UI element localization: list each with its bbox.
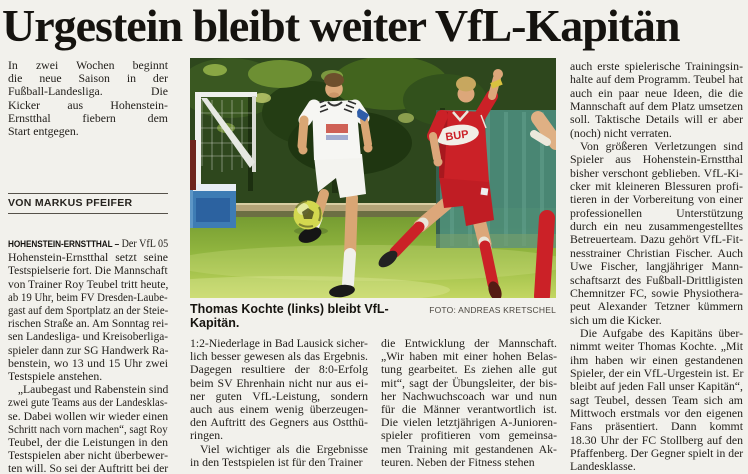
text-line: Pfaffenberg. Der Gegner spielt in der (570, 445, 744, 460)
text-line: „Wir haben mit einer hohen Belas- (381, 349, 557, 364)
text-line: spieler profitieren vom gemeinsa- (381, 428, 557, 443)
text-line: In zwei Wochen beginnt (8, 58, 168, 72)
text-line: ihm haben wir einen gestandenen (570, 352, 743, 367)
text-line: lich besser gewesen als das Ergebnis. (190, 349, 368, 364)
text-line: für die Männer verantwortlich ist. (381, 402, 557, 417)
text-line: „Laubegast und Rabenstein sind (17, 382, 169, 397)
text-line: Von größeren Verletzungen sind (580, 139, 743, 154)
text-line: Hohenstein-Ernstthal setzt seine (8, 250, 168, 265)
text-line: Ernstthal fiebern dem (8, 110, 168, 125)
jersey-logo-text: BUP (444, 128, 470, 144)
ball (294, 201, 323, 230)
byline-block (8, 193, 168, 214)
article-headline: Urgestein bleibt weiter VfL-Kapitän (2, 0, 680, 51)
text-line: tung gearbeitet. Es ziehen alle gut (381, 362, 557, 377)
text-line: gast auf dem Sportplatz an der Steie- (8, 303, 169, 318)
left-edge-fragment (190, 140, 196, 190)
text-line: Schritt nach vorn machen“, sagt Roy (8, 421, 168, 436)
text-line: bisher verschont geblieben. VfL-Ki- (570, 165, 743, 180)
photo-caption: Thomas Kochte (links) bleibt VfL-Kapitän. (190, 302, 389, 330)
text-line: Chemnitzer FC, sowie Physiothera- (570, 285, 743, 300)
photo-credit: FOTO: ANDREAS KRETSCHEL (429, 305, 556, 315)
text-line: sagt Teubel, dessen Team sich am (570, 392, 743, 407)
text-line: Dagegen resultiere der 8:0-Erfolg (190, 362, 368, 377)
text-line: die neue Saison in der (8, 71, 168, 86)
text-line: Start entgegen. (8, 124, 79, 139)
text-line: nimmt weiter Thomas Kochte. „Mit (570, 339, 743, 354)
text-line: sen Landesliga- und Kreisoberliga- (8, 329, 169, 344)
photo-caption-row (190, 302, 556, 330)
text-line: spieler dann zur SG Handwerk Ra- (8, 342, 169, 357)
text-line: teuren. Neben der Fitness stehen (381, 454, 535, 469)
text-line: soll. Taktische Details will er aber (570, 112, 743, 127)
text-line: Viel wichtiger als die Ergebnisse (200, 441, 368, 456)
text-line: se. Dabei wollen wir wieder einen (8, 408, 169, 423)
text-line: auch ein paar neue Ideen, die die (570, 85, 743, 100)
text-line: sich um die Kicker. (570, 312, 662, 327)
text-line: schaftsarzt des Fußball-Drittligisten (570, 272, 743, 287)
text-line: auch erste spielerische Trainingsin- (570, 59, 743, 73)
text-line: peut Alexander Tetzner kümmern (570, 299, 743, 314)
text-line: Fans präsentiert. Dann kommt (570, 419, 743, 434)
text-line: ner guten VfL-Leistung, sondern (190, 388, 368, 403)
text-line: men Training mit gestandenen Ak- (381, 441, 557, 456)
text-line: her Nachwuchscoach war und nun (381, 388, 557, 403)
text-line: HOHENSTEIN-ERNSTTHAL – Der VfL 05 (8, 236, 169, 250)
text-line: benstein, wo 13 und 15 Uhr zwei (8, 355, 168, 370)
text-line: Kicker aus Hohenstein- (8, 97, 168, 112)
blue-barrier (190, 184, 236, 228)
text-line: rischen Straße an. Am Sonntag rei- (8, 316, 169, 331)
text-line: mit“, sagt der Übungsleiter, der bis- (381, 375, 557, 390)
text-line: Landesklasse. (570, 459, 636, 474)
text-line: Uwe Fischer, langjähriger Mann- (570, 259, 743, 274)
text-line: ab 19 Uhr, beim FV Dresden-Laube- (8, 289, 168, 304)
text-line: Die Aufgabe des Kapitäns über- (580, 325, 743, 340)
headline-wrap (2, 1, 714, 53)
article-column-1 (8, 237, 168, 474)
text-line: tieren in der Vorbereitung von einer (570, 192, 743, 207)
text-line: Fußball-Landesliga. Die (8, 84, 168, 99)
article-column-2 (190, 337, 368, 469)
text-line: Teubel, der die Leistungen in den (8, 435, 168, 450)
text-line: Spieler, der ein VfL-Urgestein ist. Er (570, 365, 744, 380)
text-line: Testspielserie fort. Die Mannschaft (8, 263, 168, 278)
text-line: den Auftritt des Gegners aus Ostthü- (190, 415, 368, 430)
byline: VON MARKUS PFEIFER (8, 197, 133, 209)
text-line: ten will. So sei der Auftritt bei der (8, 461, 169, 474)
text-line: auch aus einem wenig überzeugen- (190, 402, 368, 417)
article-column-4 (570, 60, 743, 474)
text-line: von Trainer Roy Teubel tritt heute, (8, 276, 169, 291)
text-line: 18.30 Uhr der FC Stollberg auf den (570, 432, 743, 447)
text-line: (noch) nicht verraten. (570, 125, 672, 140)
text-line: cker mit kleineren Blessuren profi- (570, 179, 743, 194)
article-intro (8, 59, 168, 138)
text-line: durch ein neu zusammengestelltes (570, 219, 743, 234)
text-line: 1:2-Niederlage in Bad Lausick sicher- (190, 336, 368, 350)
text-line: professionellen Unterstützung (570, 205, 743, 220)
text-line: Mittwoch erstmals vor den eigenen (570, 405, 743, 420)
dateline-leadin: HOHENSTEIN-ERNSTTHAL – (8, 239, 120, 250)
text-line: bleibt auf jeden Fall unser Kapitän“, (570, 379, 743, 394)
text-line: zwei gute Teams aus der Landesklas- (8, 395, 168, 410)
text-line: ringen. (190, 428, 224, 443)
article-column-3 (381, 337, 557, 469)
text-line: Die vielen letztjährigen A-Junioren- (381, 415, 557, 430)
text-line: Testspiele anstehen. (8, 369, 103, 384)
text-line: Betreuerteam. Dazu gehört VfL-Fit- (570, 232, 743, 247)
text-line: Spieler aus Hohenstein-Ernstthal (570, 152, 743, 167)
text-line: die Entwicklung der Mannschaft. (381, 336, 557, 350)
text-line: beim SV Ehrenhain nicht nur aus ei- (190, 375, 368, 390)
text-line: Testspielen aber nicht überbewer- (8, 448, 168, 463)
text-line: nesstrainer Christian Fischer. Auch (570, 245, 743, 260)
text-line: in den Testspielen ist für den Trainer (190, 454, 363, 469)
text-line: Mannschaft auf dem Platz umsetzen (570, 99, 743, 114)
article-photo (190, 58, 556, 298)
text-line: halte auf dem Programm. Teubel hat (570, 72, 743, 87)
